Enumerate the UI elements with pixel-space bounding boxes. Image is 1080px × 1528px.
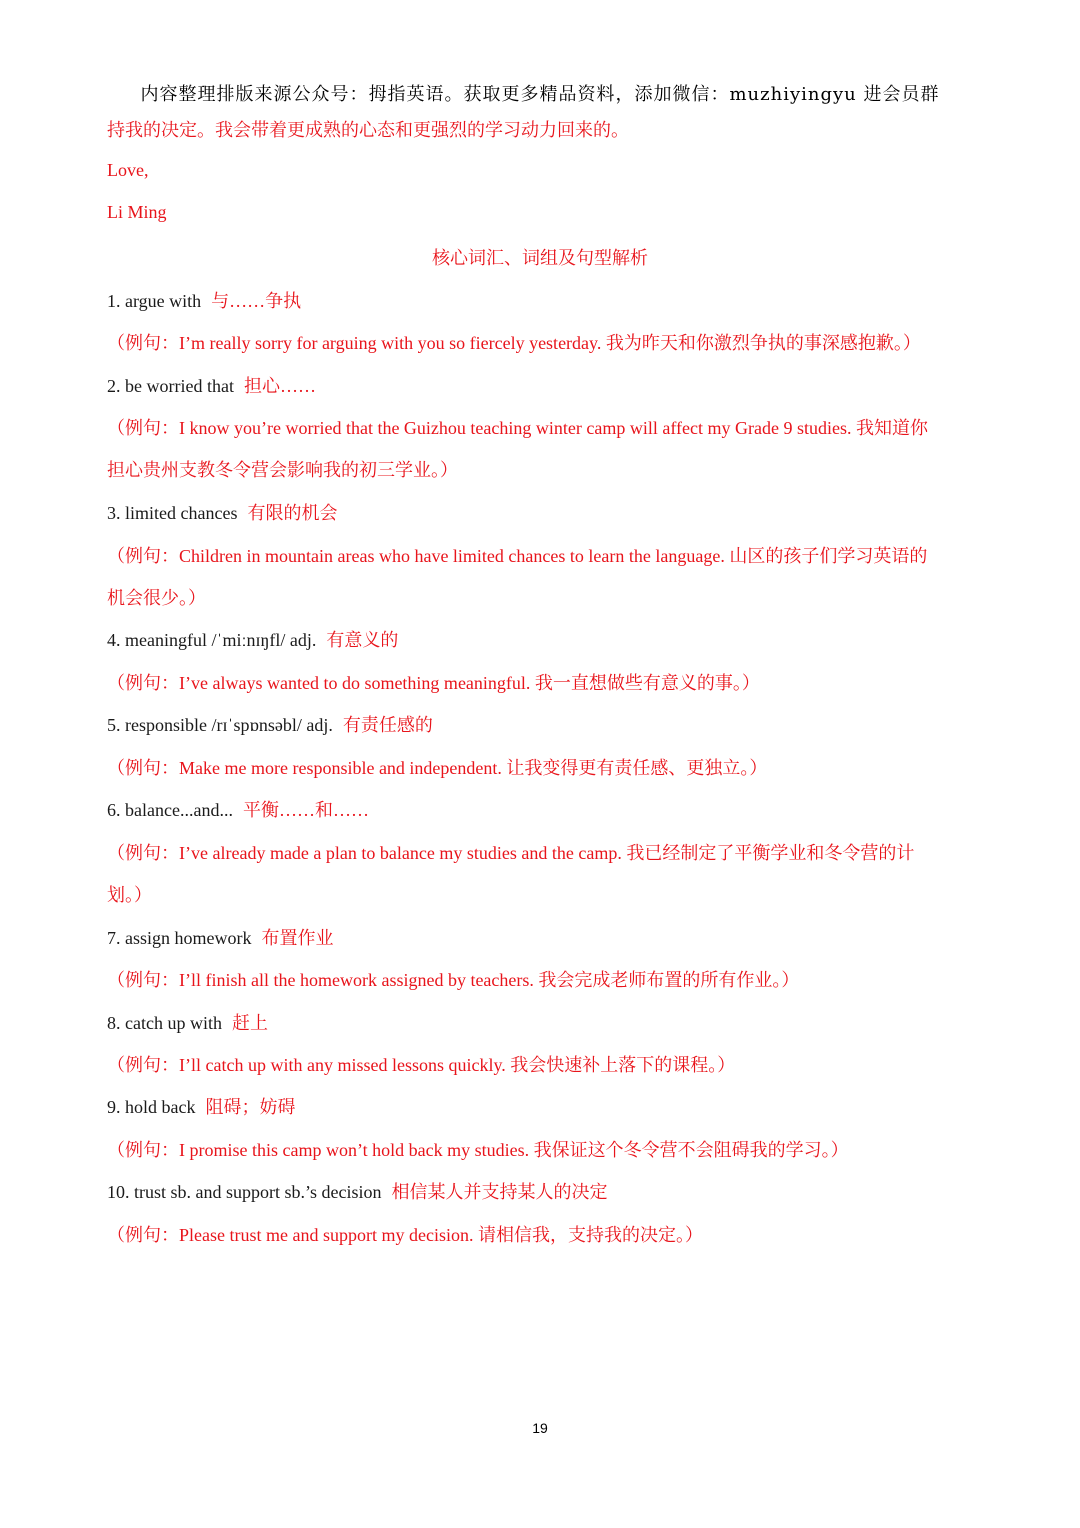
- page-header: 内容整理排版来源公众号：拇指英语。获取更多精品资料，添加微信：muzhiyingyu 进会员群: [140, 84, 940, 105]
- section-title: 核心词汇、词组及句型解析: [432, 248, 648, 268]
- vocab-item: [107, 1093, 295, 1119]
- vocab-example: （例句：I’ve always wanted to do something meaningful. 我一直想做些有意义的事。）: [107, 673, 760, 693]
- vocab-example-cont: 划。）: [107, 885, 152, 905]
- letter-closing-line: 持我的决定。我会带着更成熟的心态和更强烈的学习动力回来的。: [107, 120, 629, 140]
- vocab-meaning: 平衡……和……: [242, 800, 369, 820]
- vocab-example-cont: 担心贵州支教冬令营会影响我的初三学业。）: [107, 460, 458, 480]
- vocab-meaning: 有责任感的: [342, 715, 433, 735]
- vocab-meaning: 有意义的: [326, 630, 399, 650]
- vocab-example: （例句：I’ll catch up with any missed lessons quickly. 我会快速补上落下的课程。）: [107, 1055, 736, 1075]
- vocab-term: 7. assign homework: [107, 928, 252, 948]
- vocab-term: 1. argue with: [107, 291, 202, 311]
- vocab-example: （例句：I’ll finish all the homework assigned by teachers. 我会完成老师布置的所有作业。）: [107, 970, 800, 990]
- letter-signature: Li Ming: [107, 202, 167, 222]
- vocab-example: （例句：I’ve already made a plan to balance my studies and the camp. 我已经制定了平衡学业和冬令营的计: [107, 843, 915, 863]
- vocab-meaning: 阻碍；妨碍: [205, 1097, 296, 1117]
- vocab-item: [107, 287, 301, 313]
- page-number: 19: [532, 1420, 548, 1436]
- vocab-term: 6. balance...and...: [107, 800, 233, 820]
- vocab-meaning: 赶上: [231, 1013, 268, 1033]
- vocab-example: （例句：Children in mountain areas who have limited chances to learn the language. 山区的孩子们学习英语的: [107, 546, 928, 566]
- vocab-term: 5. responsible /rɪˈspɒnsəbl/ adj.: [107, 715, 333, 735]
- vocab-example: （例句：I promise this camp won’t hold back my studies. 我保证这个冬令营不会阻碍我的学习。）: [107, 1140, 849, 1160]
- vocab-example-cont: 机会很少。）: [107, 588, 206, 608]
- vocab-meaning: 有限的机会: [247, 503, 338, 523]
- vocab-item: [107, 924, 333, 950]
- vocab-term: 2. be worried that: [107, 376, 234, 396]
- vocab-item: [107, 626, 398, 652]
- vocab-item: [107, 796, 369, 822]
- vocab-meaning: 担心……: [243, 376, 316, 396]
- vocab-meaning: 与……争执: [211, 291, 302, 311]
- vocab-meaning: 相信某人并支持某人的决定: [391, 1182, 608, 1202]
- vocab-example: （例句：Please trust me and support my decision. 请相信我，支持我的决定。）: [107, 1225, 703, 1245]
- vocab-item: [107, 1009, 268, 1035]
- vocab-item: [107, 1178, 608, 1204]
- vocab-meaning: 布置作业: [261, 928, 334, 948]
- vocab-example: （例句：Make me more responsible and independent. 让我变得更有责任感、更独立。）: [107, 758, 768, 778]
- vocab-term: 4. meaningful /ˈmiːnɪŋfl/ adj.: [107, 630, 317, 650]
- vocab-term: 3. limited chances: [107, 503, 238, 523]
- vocab-item: [107, 499, 337, 525]
- vocab-term: 10. trust sb. and support sb.’s decision: [107, 1182, 382, 1202]
- vocab-example: （例句：I’m really sorry for arguing with you so fiercely yesterday. 我为昨天和你激烈争执的事深感抱歉。）: [107, 333, 921, 353]
- vocab-example: （例句：I know you’re worried that the Guizhou teaching winter camp will affect my Grade 9 studies. 我知道你: [107, 418, 928, 438]
- vocab-item: [107, 372, 316, 398]
- letter-love: Love,: [107, 160, 149, 180]
- vocab-term: 9. hold back: [107, 1097, 196, 1117]
- vocab-term: 8. catch up with: [107, 1013, 222, 1033]
- vocab-item: [107, 711, 433, 737]
